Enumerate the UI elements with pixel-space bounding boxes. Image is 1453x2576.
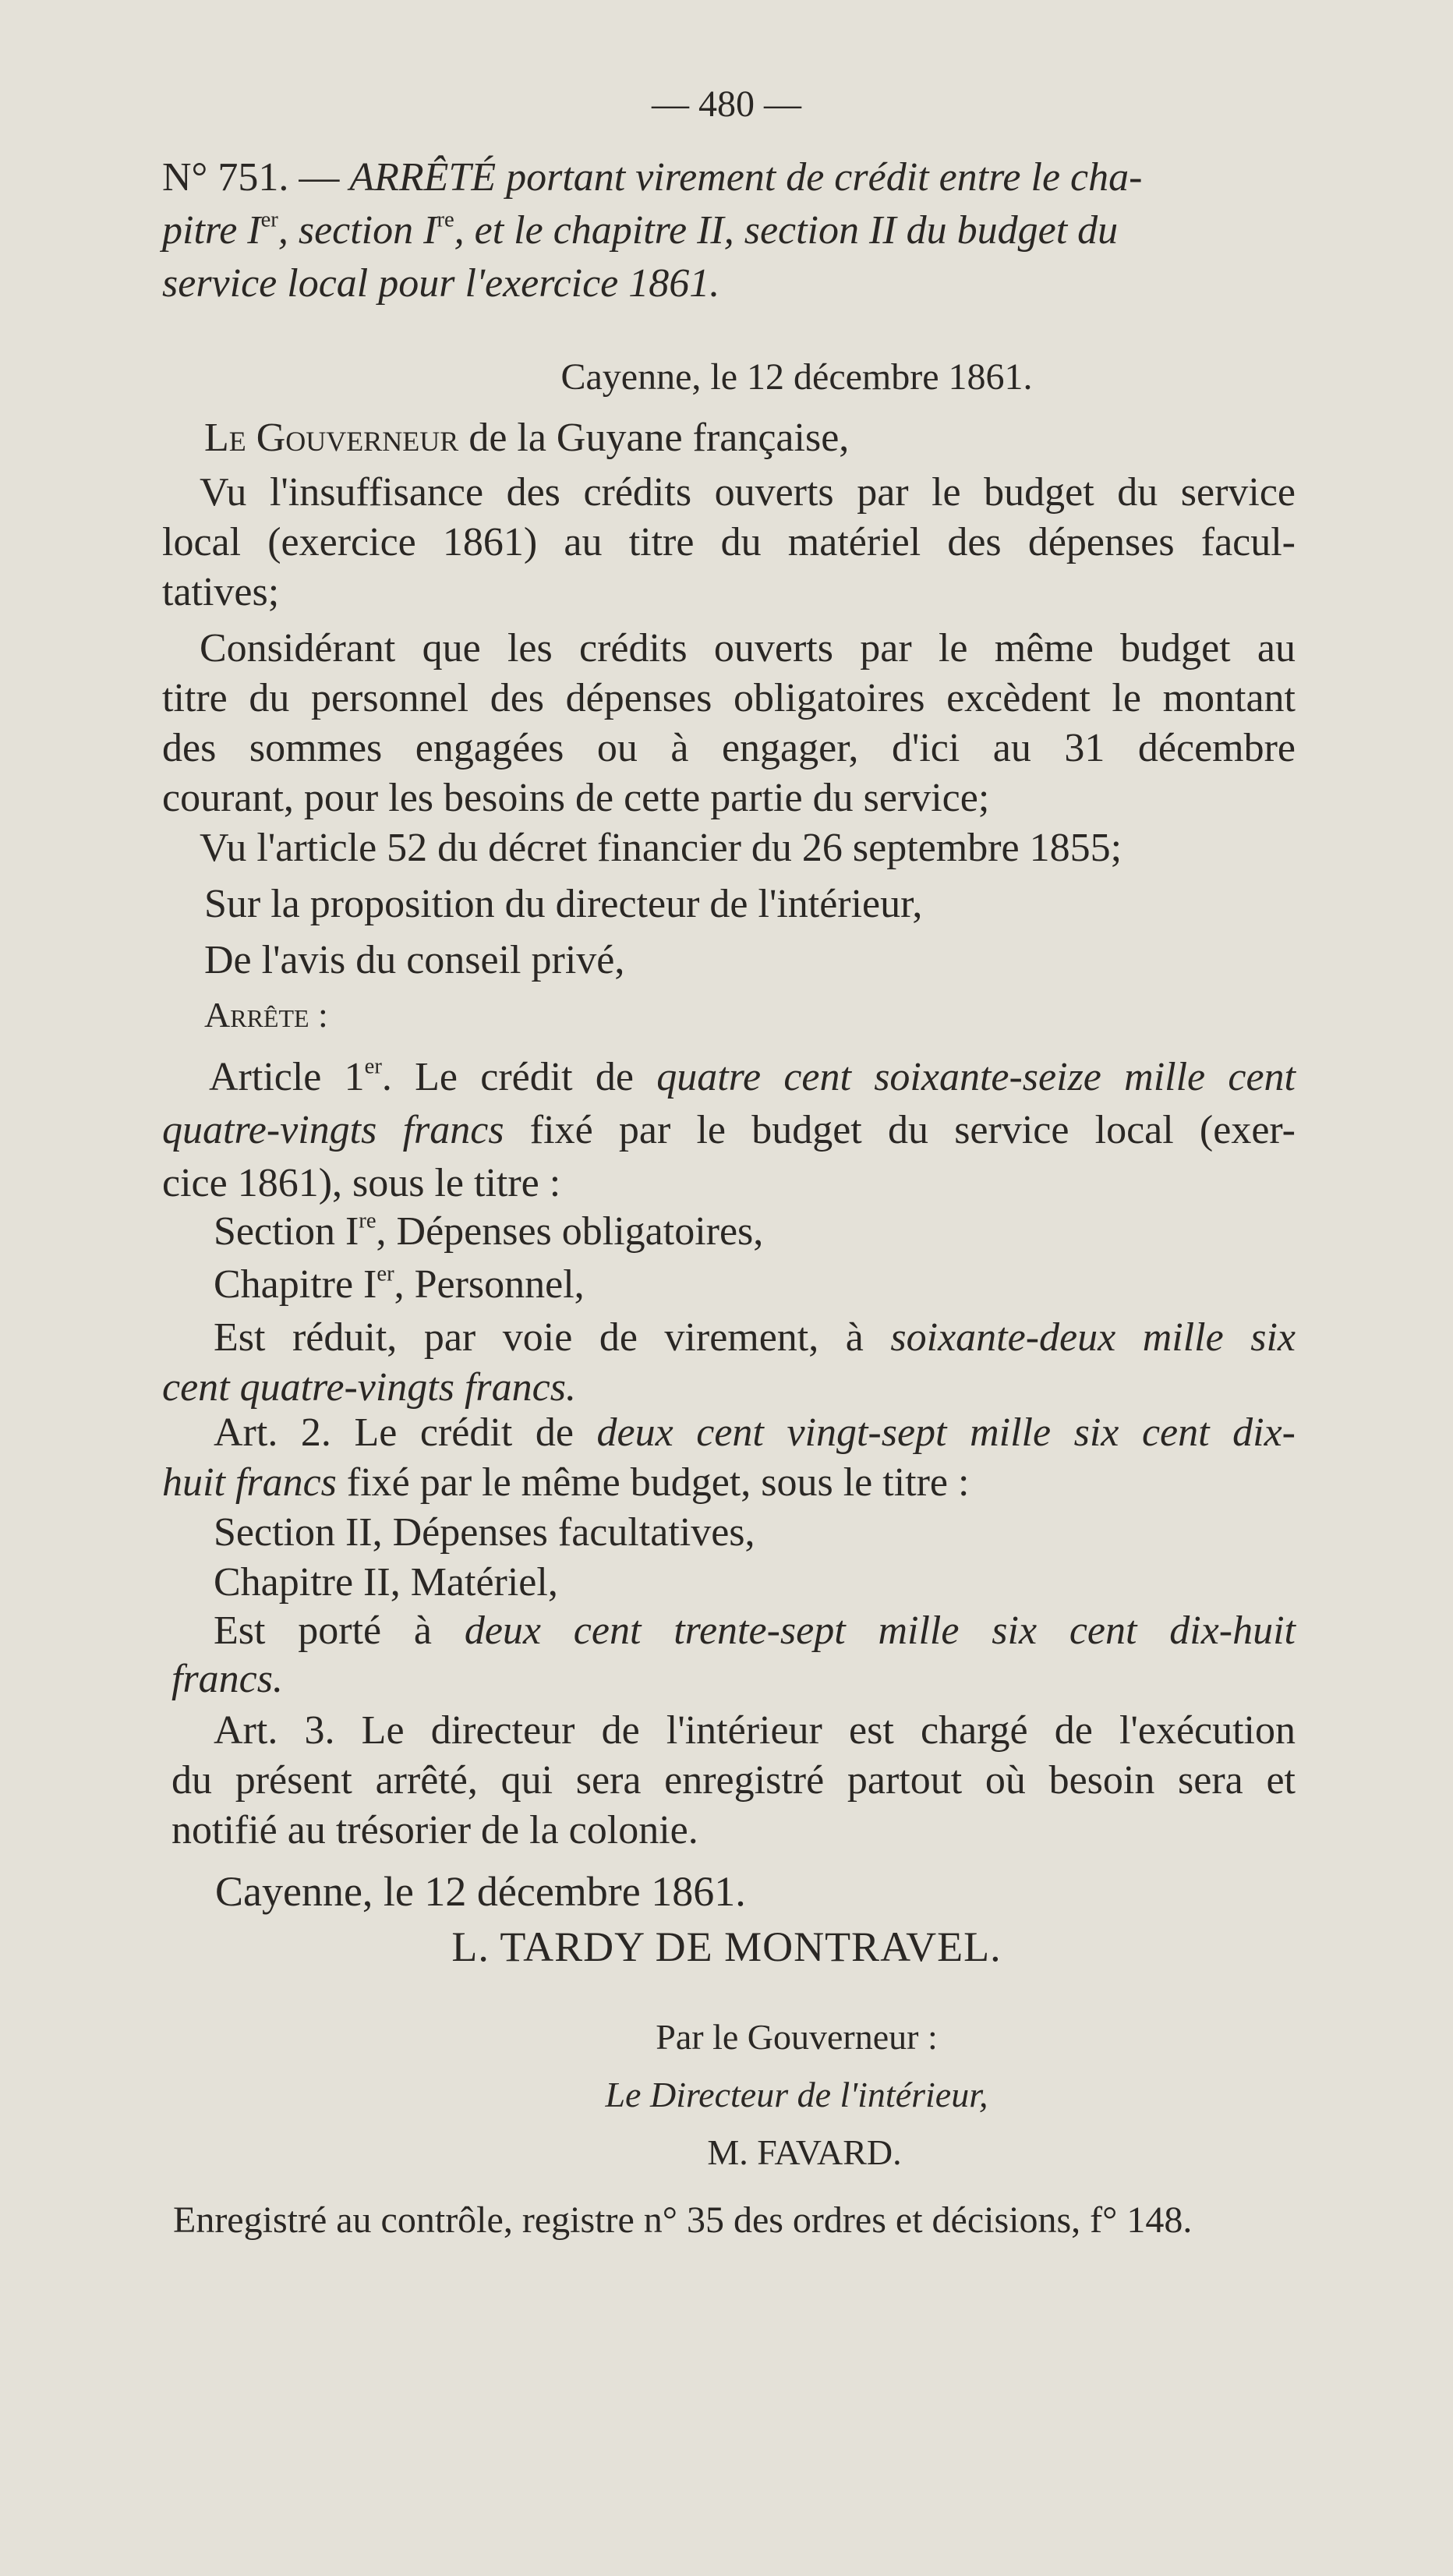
superscript: re [437,207,454,232]
article-amount: soixante-deux mille six [890,1315,1296,1360]
article-text: fixé par le budget du service local (exer- [504,1108,1296,1152]
article-text: Article 1 [209,1055,365,1099]
governor-title: Le Gouverneur [204,416,459,460]
heading-text: pitre I [162,208,261,253]
closing-date: Cayenne, le 12 décembre 1861. [215,1868,746,1915]
dateline: Cayenne, le 12 décembre 1861. [560,356,1033,398]
article1-reduit [214,1313,1296,1363]
registration-note: Enregistré au contrôle, registre n° 35 des ordres et décisions, f° 148. [173,2199,1193,2241]
article-amount: deux cent vingt-sept mille six cent dix- [596,1410,1296,1455]
article-amount: francs. [171,1657,283,1701]
article-amount: deux cent trente-sept mille six cent dix-huit [464,1608,1296,1653]
heading-line-1 [162,153,1142,203]
heading-number: N° 751. — [162,155,340,200]
superscript: re [359,1208,377,1233]
article-amount: huit francs [162,1460,337,1505]
article3-line-2: du présent arrêté, qui sera enregistré partout où besoin sera et [171,1758,1296,1803]
article2-section: Section II, Dépenses facultatives, [214,1510,755,1555]
article3-line-3: notifié au trésorier de la colonie. [171,1808,698,1852]
article-text: , Dépenses obligatoires, [376,1209,764,1254]
heading-line-3 [162,259,719,309]
signature-directeur: M. FAVARD. [707,2132,902,2172]
superscript: er [364,1054,382,1079]
article-text: fixé par le même budget, sous le titre : [336,1460,970,1505]
article-text: . Le crédit de [381,1055,657,1099]
avis-line: De l'avis du conseil privé, [204,938,625,982]
page-number: — 480 — [652,83,801,125]
article2-line-1 [214,1408,1296,1458]
article-text: Est réduit, par voie de virement, à [214,1315,891,1360]
article-text: Est porté à [214,1608,465,1653]
heading-text: service local pour l'exercice 1861. [162,261,720,306]
article-text: Art. 2. Le crédit de [214,1410,597,1455]
arrete-label: Arrête : [204,995,328,1035]
considerant-line-3: des sommes engagées ou à engager, d'ici au 31 décembre [162,726,1296,770]
article-text: , Personnel, [394,1262,585,1307]
governor-line [204,413,849,463]
article2-porte [214,1606,1296,1656]
article1-reduit-end [162,1363,576,1413]
par-le-gouverneur: Par le Gouverneur : [656,2017,938,2057]
article3-line-1: Art. 3. Le directeur de l'intérieur est chargé de l'exécution [214,1708,1296,1753]
heading-text: , section I [278,208,437,253]
article-text: Chapitre I [214,1262,377,1307]
heading-line-2 [162,206,1118,256]
article2-porte-end [171,1654,283,1704]
vu1-line-1: Vu l'insuffisance des crédits ouverts par le budget du service [200,470,1296,515]
article-amount: cent quatre-vingts francs. [162,1365,576,1410]
article-text: Section I [214,1209,359,1254]
heading-text: , et le chapitre II, section II du budget du [454,208,1119,253]
superscript: er [260,207,278,232]
governor-text: de la Guyane française, [458,416,850,460]
vu2-line: Vu l'article 52 du décret financier du 26 septembre 1855; [200,826,1122,870]
considerant-line-2: titre du personnel des dépenses obligatoires excèdent le montant [162,676,1296,720]
article1-line-1 [209,1053,1296,1102]
article1-line-2 [162,1106,1296,1155]
article1-line-3: cice 1861), sous le titre : [162,1161,561,1205]
superscript: er [377,1261,394,1286]
article2-line-2 [162,1458,969,1508]
proposition-line: Sur la proposition du directeur de l'intérieur, [204,882,923,926]
considerant-line-4: courant, pour les besoins de cette partie du service; [162,776,990,820]
vu1-line-2: local (exercice 1861) au titre du matériel des dépenses facul- [162,520,1296,564]
article-amount: quatre-vingts francs [162,1108,504,1152]
heading-title-1: ARRÊTÉ portant virement de crédit entre le cha- [349,155,1143,200]
article1-chapitre [214,1260,585,1310]
article1-section [214,1207,763,1257]
considerant-line-1: Considérant que les crédits ouverts par le même budget au [200,626,1296,671]
signature-governor: L. TARDY DE MONTRAVEL. [451,1923,1002,1970]
article-amount: quatre cent soixante-seize mille cent [656,1055,1296,1099]
directeur-title: Le Directeur de l'intérieur, [605,2075,988,2114]
vu1-line-3: tatives; [162,570,280,614]
article2-chapitre: Chapitre II, Matériel, [214,1560,558,1605]
